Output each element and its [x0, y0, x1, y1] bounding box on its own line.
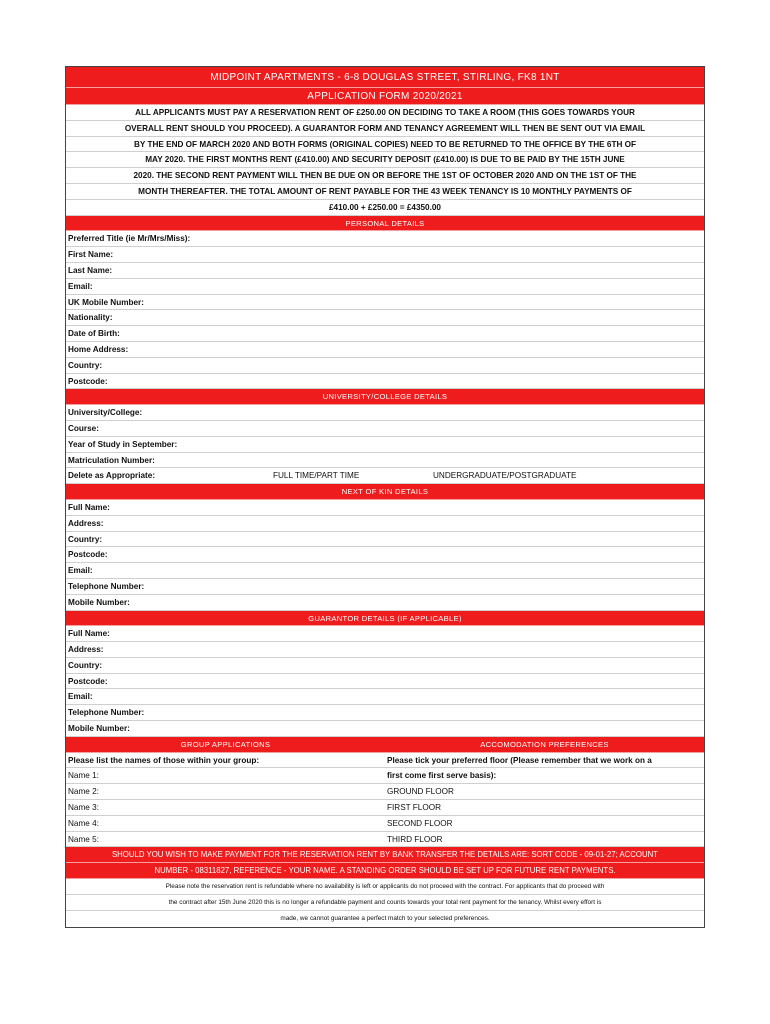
field-email[interactable]: Email: — [66, 279, 704, 295]
guarantor-email[interactable]: Email: — [66, 689, 704, 705]
floor-option-ground[interactable]: GROUND FLOOR — [387, 787, 454, 797]
group-name-3[interactable]: Name 3: — [68, 803, 99, 813]
field-year-of-study[interactable]: Year of Study in September: — [66, 437, 704, 453]
guarantor-postcode[interactable]: Postcode: — [66, 674, 704, 690]
delete-as-appropriate-row — [66, 468, 704, 484]
payment-details-line2: NUMBER - 08311827, REFERENCE - YOUR NAME. A STANDING ORDER SHOULD BE SET UP FOR FUTURE RENT PAYMENTS. — [66, 863, 704, 879]
university-details-heading: UNIVERSITY/COLLEGE DETAILS — [66, 389, 704, 405]
intro-line: MONTH THEREAFTER. THE TOTAL AMOUNT OF RENT PAYABLE FOR THE 43 WEEK TENANCY IS 10 MONTHLY PAYMENTS OF — [66, 184, 704, 200]
intro-line: OVERALL RENT SHOULD YOU PROCEED). A GUARANTOR FORM AND TENANCY AGREEMENT WILL THEN BE SENT OUT VIA EMAIL — [66, 121, 704, 137]
note-line: the contract after 15th June 2020 this is no longer a refundable payment and counts towards your total rent payment for the tenancy. Whilst every effort is — [66, 895, 704, 911]
intro-line: 2020. THE SECOND RENT PAYMENT WILL THEN BE DUE ON OR BEFORE THE 1ST OF OCTOBER 2020 AND ON THE 1ST OF THE — [66, 168, 704, 184]
application-form — [65, 66, 705, 928]
note-line: Please note the reservation rent is refundable where no availability is left or applicants do not proceed with the contract. For applicants that do proceed with — [66, 879, 704, 895]
option-undergrad-postgrad[interactable]: UNDERGRADUATE/POSTGRADUATE — [433, 471, 577, 481]
kin-country[interactable]: Country: — [66, 532, 704, 548]
intro-line: BY THE END OF MARCH 2020 AND BOTH FORMS (ORIGINAL COPIES) NEED TO BE RETURNED TO THE OFFICE BY THE 6TH OF — [66, 137, 704, 153]
intro-text — [66, 105, 704, 216]
group-name-4[interactable]: Name 4: — [68, 818, 99, 828]
field-course[interactable]: Course: — [66, 421, 704, 437]
guarantor-heading: GUARANTOR DETAILS (IF APPLICABLE) — [66, 611, 704, 627]
guarantor-mobile[interactable]: Mobile Number: — [66, 721, 704, 737]
group-prompt-row — [66, 753, 704, 769]
field-date-of-birth[interactable]: Date of Birth: — [66, 326, 704, 342]
note-line: made, we cannot guarantee a perfect match to your selected preferences. — [280, 915, 490, 923]
floor-prompt-line2: first come first serve basis): — [387, 771, 497, 781]
floor-option-second[interactable]: SECOND FLOOR — [387, 818, 453, 828]
intro-line: £410.00 + £250.00 = £4350.00 — [66, 200, 704, 216]
field-home-address[interactable]: Home Address: — [66, 342, 704, 358]
floor-option-first[interactable]: FIRST FLOOR — [387, 803, 441, 813]
form-title: MIDPOINT APARTMENTS - 6-8 DOUGLAS STREET, STIRLING, FK8 1NT — [66, 67, 704, 88]
kin-email[interactable]: Email: — [66, 563, 704, 579]
group-name-row — [66, 816, 704, 832]
guarantor-full-name[interactable]: Full Name: — [66, 626, 704, 642]
kin-telephone[interactable]: Telephone Number: — [66, 579, 704, 595]
floor-option-third[interactable]: THIRD FLOOR — [387, 834, 443, 844]
field-first-name[interactable]: First Name: — [66, 247, 704, 263]
option-full-part-time[interactable]: FULL TIME/PART TIME — [273, 471, 360, 481]
field-last-name[interactable]: Last Name: — [66, 263, 704, 279]
floor-prompt-line1: Please tick your preferred floor (Please remember that we work on a — [387, 755, 652, 765]
group-name-row — [66, 784, 704, 800]
kin-mobile[interactable]: Mobile Number: — [66, 595, 704, 611]
kin-full-name[interactable]: Full Name: — [66, 500, 704, 516]
next-of-kin-heading: NEXT OF KIN DETAILS — [66, 484, 704, 500]
group-prompt: Please list the names of those within your group: — [68, 755, 260, 765]
group-name-5[interactable]: Name 5: — [68, 834, 99, 844]
intro-line: ALL APPLICANTS MUST PAY A RESERVATION RENT OF £250.00 ON DECIDING TO TAKE A ROOM (THIS GOES TOWARDS YOUR — [66, 105, 704, 121]
group-name-2[interactable]: Name 2: — [68, 787, 99, 797]
kin-address[interactable]: Address: — [66, 516, 704, 532]
guarantor-address[interactable]: Address: — [66, 642, 704, 658]
payment-details-line1: SHOULD YOU WISH TO MAKE PAYMENT FOR THE RESERVATION RENT BY BANK TRANSFER THE DETAILS ARE: SORT CODE - 09-01-27; ACCOUNT — [66, 847, 704, 863]
group-name-row — [66, 832, 704, 848]
group-name-row — [66, 800, 704, 816]
field-nationality[interactable]: Nationality: — [66, 310, 704, 326]
accommodation-preferences-heading: ACCOMODATION PREFERENCES — [480, 739, 609, 749]
kin-postcode[interactable]: Postcode: — [66, 547, 704, 563]
group-applications-heading: GROUP APPLICATIONS — [180, 739, 271, 749]
field-university[interactable]: University/College: — [66, 405, 704, 421]
field-uk-mobile[interactable]: UK Mobile Number: — [66, 295, 704, 311]
group-name-row — [66, 768, 704, 784]
field-matriculation-number[interactable]: Matriculation Number: — [66, 453, 704, 469]
delete-label: Delete as Appropriate: — [68, 471, 156, 481]
guarantor-telephone[interactable]: Telephone Number: — [66, 705, 704, 721]
personal-details-heading: PERSONAL DETAILS — [66, 216, 704, 232]
intro-line: MAY 2020. THE FIRST MONTHS RENT (£410.00) AND SECURITY DEPOSIT (£410.00) IS DUE TO BE PAID BY THE 15TH JUNE — [66, 152, 704, 168]
guarantor-country[interactable]: Country: — [66, 658, 704, 674]
field-country[interactable]: Country: — [66, 358, 704, 374]
form-subtitle: APPLICATION FORM 2020/2021 — [66, 88, 704, 105]
group-name-1[interactable]: Name 1: — [68, 771, 99, 781]
group-accommodation-heading-row — [66, 737, 704, 753]
field-postcode[interactable]: Postcode: — [66, 374, 704, 390]
field-preferred-title[interactable]: Preferred Title (ie Mr/Mrs/Miss): — [66, 231, 704, 247]
